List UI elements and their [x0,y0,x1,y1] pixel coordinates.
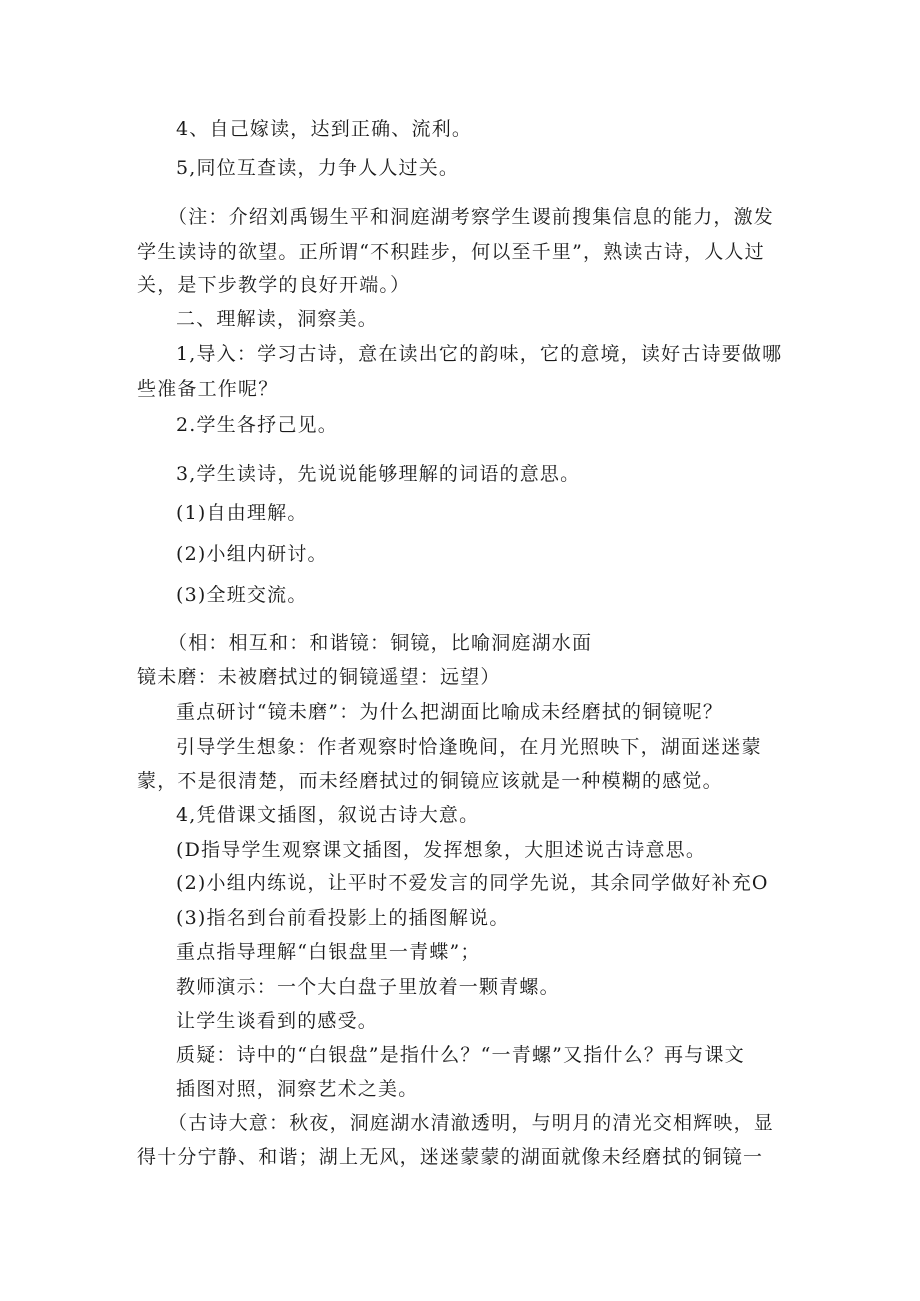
text-line: 学生读诗的欲望。正所谓“不积跬步，何以至千里”，熟读古诗，人人过 [137,241,765,263]
text-line: 关，是下步教学的良好开端。） [137,274,411,296]
text-line: 2.学生各抒己见。 [176,414,338,436]
text-line: 镜未磨：未被磨拭过的铜镜遥望：远望） [137,666,501,688]
text-line: (3)全班交流。 [176,584,308,606]
text-line: 1,导入：学习古诗，意在读出它的韵味，它的意境，读好古诗要做哪 [176,343,783,365]
text-line: 得十分宁静、和谐；湖上无风，迷迷蒙蒙的湖面就像未经磨拭的铜镜一 [137,1146,764,1168]
text-line: （相：相互和：和谐镜：铜镜，比喻洞庭湖水面 [168,632,593,654]
text-line: 引导学生想象：作者观察时恰逢晚间，在月光照映下，湖面迷迷蒙 [176,736,762,758]
text-line: 5,同位互查读，力争人人过关。 [176,157,460,179]
text-line: (1)自由理解。 [176,502,308,524]
text-line: 质疑：诗中的“白银盘”是指什么？“一青螺”又指什么？再与课文 [176,1044,745,1066]
text-line: 插图对照，洞察艺术之美。 [176,1078,419,1100]
text-line: (2)小组内练说，让平时不爱发言的同学先说，其余同学做好补充O [176,872,769,894]
text-line: 4,凭借课文插图，叙说古诗大意。 [176,804,480,826]
text-line: 重点研讨“镜未磨”：为什么把湖面比喻成未经磨拭的铜镜呢？ [176,701,724,723]
text-line: 4、自己嫁读，达到正确、流利。 [176,118,473,140]
text-line: 些准备工作呢？ [137,378,279,400]
text-line: 让学生谈看到的感受。 [176,1010,379,1032]
section-heading: 二、理解读，洞察美。 [176,308,379,330]
text-line: （注：介绍刘禹锡生平和洞庭湖考察学生谡前搜集信息的能力，激发 [168,206,775,228]
text-line: (D指导学生观察课文插图，发挥想象，大胆述说古诗意思。 [176,839,707,861]
text-line: 3,学生读诗，先说说能够理解的词语的意思。 [176,463,581,485]
text-line: (2)小组内研讨。 [176,543,328,565]
text-line: 重点指导理解“白银盘里一青蝶”； [176,941,481,963]
text-line: (3)指名到台前看投影上的插图解说。 [176,907,510,929]
text-line: （古诗大意：秋夜，洞庭湖水清澈透明，与明月的清光交相辉映，显 [168,1112,775,1134]
text-line: 蒙，不是很清楚，而未经磨拭过的铜镜应该就是一种模糊的感觉。 [137,770,723,792]
text-line: 教师演示：一个大白盘子里放着一颗青螺。 [176,976,560,998]
